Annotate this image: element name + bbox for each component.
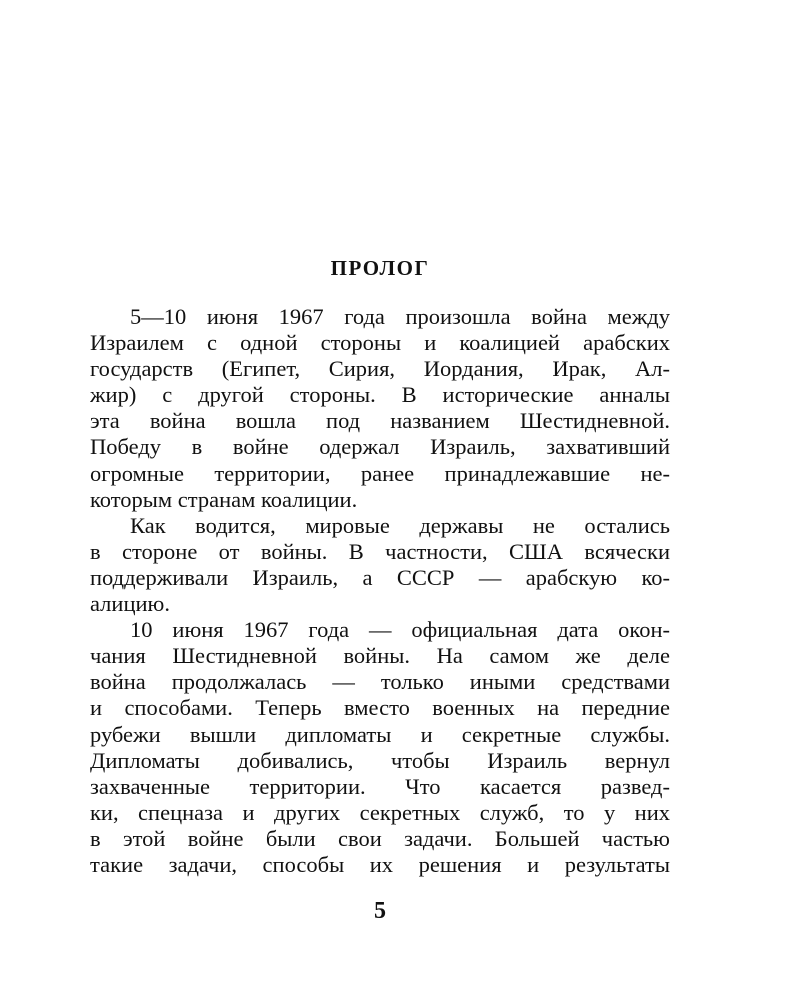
text-line: и способами. Теперь вместо военных на передние <box>90 695 670 721</box>
text-line: захваченные территории. Что касается развед- <box>90 773 670 799</box>
page-number: 5 <box>374 898 386 924</box>
prologue-text <box>90 304 670 878</box>
text-line: Израилем с одной стороны и коалицией арабских <box>90 330 670 356</box>
text-line: Дипломаты добивались, чтобы Израиль вернул <box>90 747 670 773</box>
chapter-title: ПРОЛОГ <box>330 256 430 280</box>
text-line: 5—10 июня 1967 года произошла война между <box>130 304 670 329</box>
text-line: эта война вошла под названием Шестидневной. <box>90 408 670 434</box>
text-line: Победу в войне одержал Израиль, захвативший <box>90 434 670 460</box>
text-line: в этой войне были свои задачи. Большей частью <box>90 825 670 851</box>
text-line: алицию. <box>90 591 170 617</box>
text-line: государств (Египет, Сирия, Иордания, Ирак, Ал- <box>90 356 670 382</box>
text-line: ки, спецназа и других секретных служб, то у них <box>90 799 670 825</box>
text-line: война продолжалась — только иными средствами <box>90 669 670 695</box>
text-line: рубежи вышли дипломаты и секретные службы. <box>90 721 670 747</box>
text-line: огромные территории, ранее принадлежавшие не- <box>90 460 670 486</box>
text-line: такие задачи, способы их решения и результаты <box>90 851 670 877</box>
text-line: поддерживали Израиль, а СССР — арабскую ко- <box>90 564 670 590</box>
text-line: Как водится, мировые державы не остались <box>130 512 670 538</box>
text-line: 10 июня 1967 года — официальная дата окон- <box>130 617 670 643</box>
text-line: жир) с другой стороны. В исторические анналы <box>90 382 670 408</box>
text-line: в стороне от войны. В частности, США всячески <box>90 538 670 564</box>
text-line: которым странам коалиции. <box>90 486 358 512</box>
text-line: чания Шестидневной войны. На самом же деле <box>90 643 670 669</box>
